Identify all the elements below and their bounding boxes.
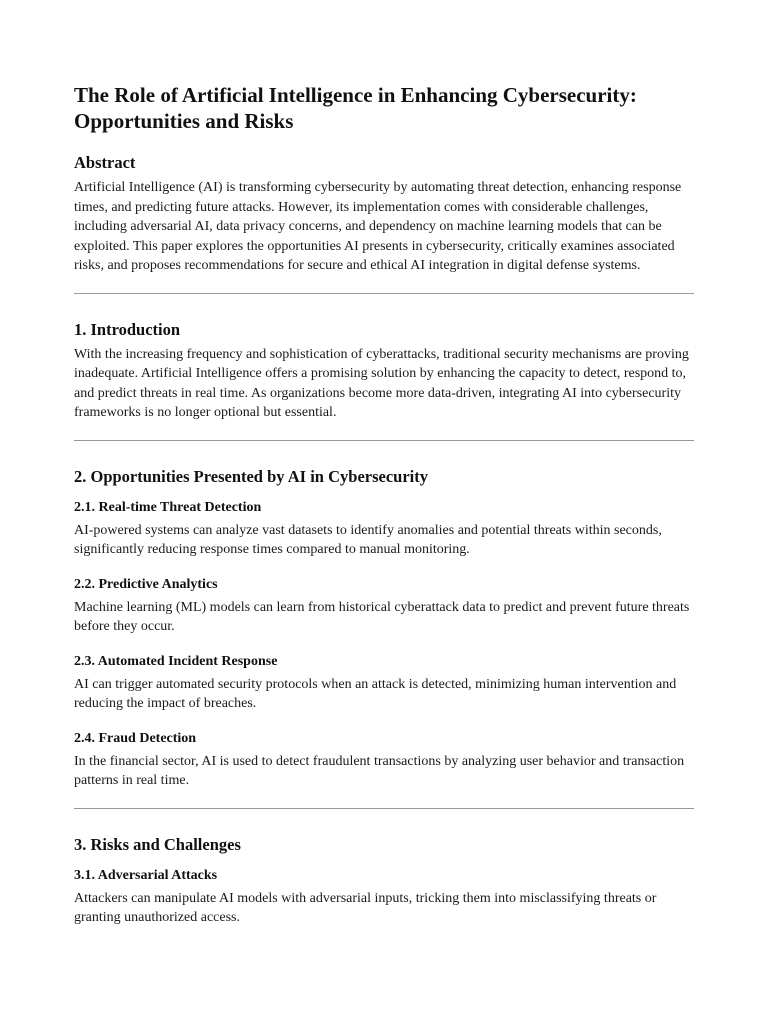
section-divider <box>74 808 694 809</box>
subsection-text: AI can trigger automated security protocols when an attack is detected, minimizing human intervention and reducing the impact of breaches. <box>74 676 677 711</box>
subsection-adversarial-attacks <box>74 867 694 928</box>
subsection-predictive-analytics <box>74 576 694 637</box>
paper-title: The Role of Artificial Intelligence in Enhancing Cybersecurity: Opportunities and Risks <box>74 83 637 133</box>
opportunities-heading: 2. Opportunities Presented by AI in Cybersecurity <box>74 466 428 486</box>
abstract-heading: Abstract <box>74 153 136 172</box>
subsection-real-time-threat-detection <box>74 499 694 560</box>
subsection-heading: 2.3. Automated Incident Response <box>74 653 278 669</box>
subsection-automated-incident-response <box>74 653 694 714</box>
introduction-text: With the increasing frequency and sophistication of cyberattacks, traditional security mechanisms are proving inadequate. Artificial Intelligence offers a promising solution by enhancing the capacity to detect, respond to, and predict threats in real time. As organizations become more data-driven, integrating AI into cybersecurity frameworks is no longer optional but essential. <box>74 346 689 420</box>
abstract-section <box>74 153 694 276</box>
subsection-heading: 2.4. Fraud Detection <box>74 730 197 746</box>
subsection-text: Machine learning (ML) models can learn from historical cyberattack data to predict and prevent future threats before they occur. <box>74 599 690 634</box>
subsection-text: In the financial sector, AI is used to detect fraudulent transactions by analyzing user behavior and transaction patterns in real time. <box>74 753 685 788</box>
subsection-heading: 2.2. Predictive Analytics <box>74 576 218 592</box>
section-divider <box>74 293 694 294</box>
subsection-fraud-detection <box>74 730 694 791</box>
subsection-text: AI-powered systems can analyze vast datasets to identify anomalies and potential threats within seconds, significantly reducing response times compared to manual monitoring. <box>74 522 662 557</box>
opportunities-section <box>74 467 694 791</box>
subsection-heading: 2.1. Real-time Threat Detection <box>74 499 262 515</box>
introduction-section <box>74 320 694 423</box>
introduction-heading: 1. Introduction <box>74 319 181 339</box>
section-divider <box>74 440 694 441</box>
abstract-text: Artificial Intelligence (AI) is transforming cybersecurity by automating threat detection, enhancing response times, and predicting future attacks. However, its implementation comes with considerable challenges, including adversarial AI, data privacy concerns, and dependency on machine learning models that can be exploited. This paper explores the opportunities AI presents in cybersecurity, critically examines associated risks, and proposes recommendations for secure and ethical AI integration in digital defense systems. <box>74 180 682 273</box>
risks-section <box>74 835 694 928</box>
subsection-text: Attackers can manipulate AI models with adversarial inputs, tricking them into misclassifying threats or granting unauthorized access. <box>74 890 657 925</box>
risks-heading: 3. Risks and Challenges <box>74 834 241 854</box>
subsection-heading: 3.1. Adversarial Attacks <box>74 867 218 883</box>
